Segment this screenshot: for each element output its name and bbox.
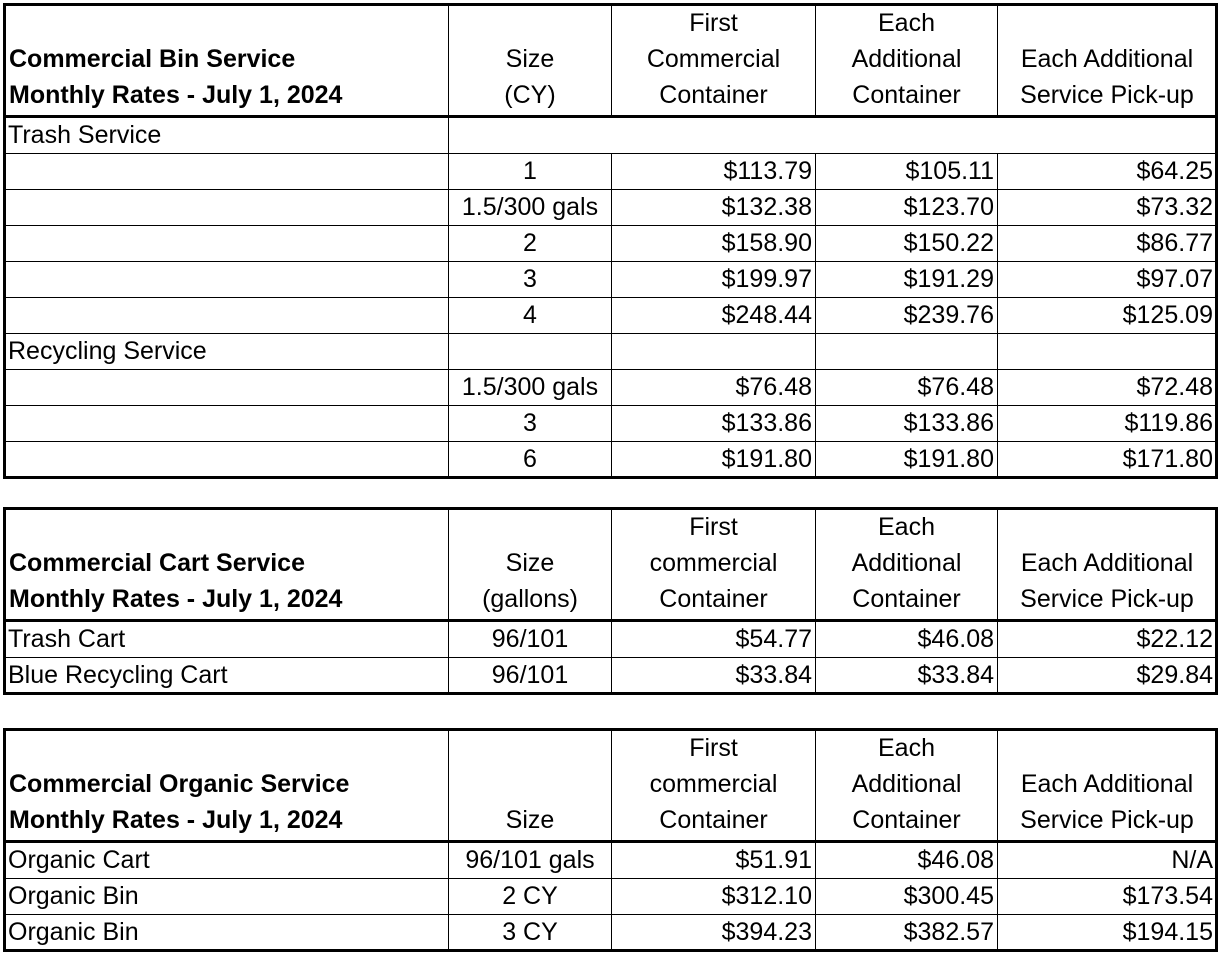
first-container-cell: $132.38: [612, 190, 816, 226]
additional-container-cell: $382.57: [816, 915, 998, 951]
addl-header-line-2: Additional: [851, 45, 962, 73]
size-header: [449, 509, 612, 621]
additional-container-header: [816, 730, 998, 842]
size-cell: 96/101: [449, 658, 612, 694]
table-row: [5, 406, 1217, 442]
section-label-trash: Trash Service: [5, 117, 449, 154]
title-line-1: Commercial Bin Service: [9, 45, 296, 73]
additional-pickup-cell: $173.54: [998, 879, 1217, 915]
section-row-recycling: [5, 334, 1217, 370]
size-header-line-2: (gallons): [482, 585, 578, 613]
first-header-line-1: First: [689, 513, 738, 541]
table-row: [5, 842, 1217, 879]
first-container-cell: $158.90: [612, 226, 816, 262]
table-row: [5, 226, 1217, 262]
additional-pickup-cell: $86.77: [998, 226, 1217, 262]
size-header-line-2: (CY): [504, 81, 556, 109]
additional-container-cell: $239.76: [816, 298, 998, 334]
additional-container-cell: $191.80: [816, 442, 998, 478]
title-line-1: Commercial Organic Service: [9, 770, 350, 798]
addl-header-line-3: Container: [852, 806, 961, 834]
pickup-header-line-2: Service Pick-up: [1020, 81, 1194, 109]
table-row: [5, 658, 1217, 694]
additional-pickup-header: [998, 730, 1217, 842]
table-row: [5, 262, 1217, 298]
size-header-line-1: Size: [505, 45, 555, 73]
table-row: [5, 621, 1217, 658]
additional-pickup-cell: $73.32: [998, 190, 1217, 226]
size-cell: 4: [449, 298, 612, 334]
row-label-empty: [5, 262, 449, 298]
first-container-cell: $76.48: [612, 370, 816, 406]
section-filler: [612, 334, 816, 370]
first-header-line-2: Commercial: [646, 45, 781, 73]
additional-container-cell: $150.22: [816, 226, 998, 262]
pickup-header-line-2: Service Pick-up: [1020, 806, 1194, 834]
section-row-trash: [5, 117, 1217, 154]
row-label-empty: [5, 154, 449, 190]
size-header: [449, 730, 612, 842]
addl-header-line-3: Container: [852, 81, 961, 109]
first-container-header: [612, 5, 816, 117]
additional-pickup-cell: N/A: [998, 842, 1217, 879]
first-container-cell: $33.84: [612, 658, 816, 694]
first-header-line-2: commercial: [649, 549, 778, 577]
table-row: [5, 442, 1217, 478]
table-title: [5, 730, 449, 842]
first-container-cell: $113.79: [612, 154, 816, 190]
row-label: Trash Cart: [5, 621, 449, 658]
additional-pickup-cell: $119.86: [998, 406, 1217, 442]
table-row: [5, 154, 1217, 190]
row-label-empty: [5, 370, 449, 406]
section-filler: [816, 334, 998, 370]
additional-container-cell: $133.86: [816, 406, 998, 442]
size-cell: 3 CY: [449, 915, 612, 951]
size-cell: 1.5/300 gals: [449, 190, 612, 226]
row-label-empty: [5, 442, 449, 478]
additional-pickup-cell: $72.48: [998, 370, 1217, 406]
additional-container-cell: $76.48: [816, 370, 998, 406]
row-label-empty: [5, 226, 449, 262]
section-filler: [449, 117, 1217, 154]
first-header-line-3: Container: [659, 585, 768, 613]
row-label-empty: [5, 298, 449, 334]
first-container-header: [612, 509, 816, 621]
addl-header-line-2: Additional: [851, 770, 962, 798]
size-cell: 2: [449, 226, 612, 262]
first-header-line-3: Container: [659, 81, 768, 109]
size-cell: 1: [449, 154, 612, 190]
additional-container-cell: $105.11: [816, 154, 998, 190]
additional-pickup-cell: $125.09: [998, 298, 1217, 334]
table-row: [5, 370, 1217, 406]
first-container-cell: $199.97: [612, 262, 816, 298]
size-header-line-1: Size: [505, 549, 555, 577]
header-row: [5, 730, 1217, 842]
first-header-line-3: Container: [659, 806, 768, 834]
size-header: [449, 5, 612, 117]
row-label-empty: [5, 190, 449, 226]
section-filler: [998, 334, 1217, 370]
table-title: [5, 509, 449, 621]
additional-container-cell: $46.08: [816, 621, 998, 658]
size-cell: 6: [449, 442, 612, 478]
additional-pickup-cell: $171.80: [998, 442, 1217, 478]
section-label-recycling: Recycling Service: [5, 334, 449, 370]
size-cell: 3: [449, 262, 612, 298]
first-header-line-2: commercial: [649, 770, 778, 798]
row-label: Organic Bin: [5, 915, 449, 951]
commercial-bin-service-table: [4, 4, 1217, 478]
first-header-line-1: First: [689, 734, 738, 762]
commercial-organic-service-table: [4, 729, 1217, 951]
additional-pickup-cell: $22.12: [998, 621, 1217, 658]
row-label-empty: [5, 406, 449, 442]
first-container-cell: $133.86: [612, 406, 816, 442]
additional-container-cell: $33.84: [816, 658, 998, 694]
row-label: Organic Cart: [5, 842, 449, 879]
additional-container-header: [816, 509, 998, 621]
size-cell: 96/101 gals: [449, 842, 612, 879]
additional-container-cell: $46.08: [816, 842, 998, 879]
first-header-line-1: First: [689, 9, 738, 37]
addl-header-line-1: Each: [878, 9, 935, 37]
addl-header-line-3: Container: [852, 585, 961, 613]
first-container-cell: $191.80: [612, 442, 816, 478]
first-container-header: [612, 730, 816, 842]
header-row: [5, 5, 1217, 117]
title-line-2: Monthly Rates - July 1, 2024: [9, 806, 343, 834]
size-cell: 96/101: [449, 621, 612, 658]
additional-pickup-header: [998, 509, 1217, 621]
row-label: Blue Recycling Cart: [5, 658, 449, 694]
title-line-1: Commercial Cart Service: [9, 549, 305, 577]
first-container-cell: $51.91: [612, 842, 816, 879]
pickup-header-line-1: Each Additional: [1020, 45, 1194, 73]
pickup-header-line-2: Service Pick-up: [1020, 585, 1194, 613]
additional-container-cell: $123.70: [816, 190, 998, 226]
addl-header-line-1: Each: [878, 734, 935, 762]
table-row: [5, 298, 1217, 334]
additional-pickup-header: [998, 5, 1217, 117]
pickup-header-line-1: Each Additional: [1020, 549, 1194, 577]
additional-pickup-cell: $64.25: [998, 154, 1217, 190]
table-row: [5, 879, 1217, 915]
additional-container-header: [816, 5, 998, 117]
first-container-cell: $54.77: [612, 621, 816, 658]
additional-pickup-cell: $194.15: [998, 915, 1217, 951]
table-row: [5, 915, 1217, 951]
additional-container-cell: $300.45: [816, 879, 998, 915]
header-row: [5, 509, 1217, 621]
size-header-line-1: Size: [505, 806, 555, 834]
pickup-header-line-1: Each Additional: [1020, 770, 1194, 798]
additional-container-cell: $191.29: [816, 262, 998, 298]
additional-pickup-cell: $97.07: [998, 262, 1217, 298]
size-cell: 1.5/300 gals: [449, 370, 612, 406]
table-row: [5, 190, 1217, 226]
addl-header-line-1: Each: [878, 513, 935, 541]
first-container-cell: $248.44: [612, 298, 816, 334]
size-cell: 2 CY: [449, 879, 612, 915]
table-title: [5, 5, 449, 117]
commercial-cart-service-table: [4, 508, 1217, 694]
row-label: Organic Bin: [5, 879, 449, 915]
title-line-2: Monthly Rates - July 1, 2024: [9, 81, 343, 109]
title-line-2: Monthly Rates - July 1, 2024: [9, 585, 343, 613]
section-filler: [449, 334, 612, 370]
first-container-cell: $394.23: [612, 915, 816, 951]
additional-pickup-cell: $29.84: [998, 658, 1217, 694]
first-container-cell: $312.10: [612, 879, 816, 915]
size-cell: 3: [449, 406, 612, 442]
addl-header-line-2: Additional: [851, 549, 962, 577]
